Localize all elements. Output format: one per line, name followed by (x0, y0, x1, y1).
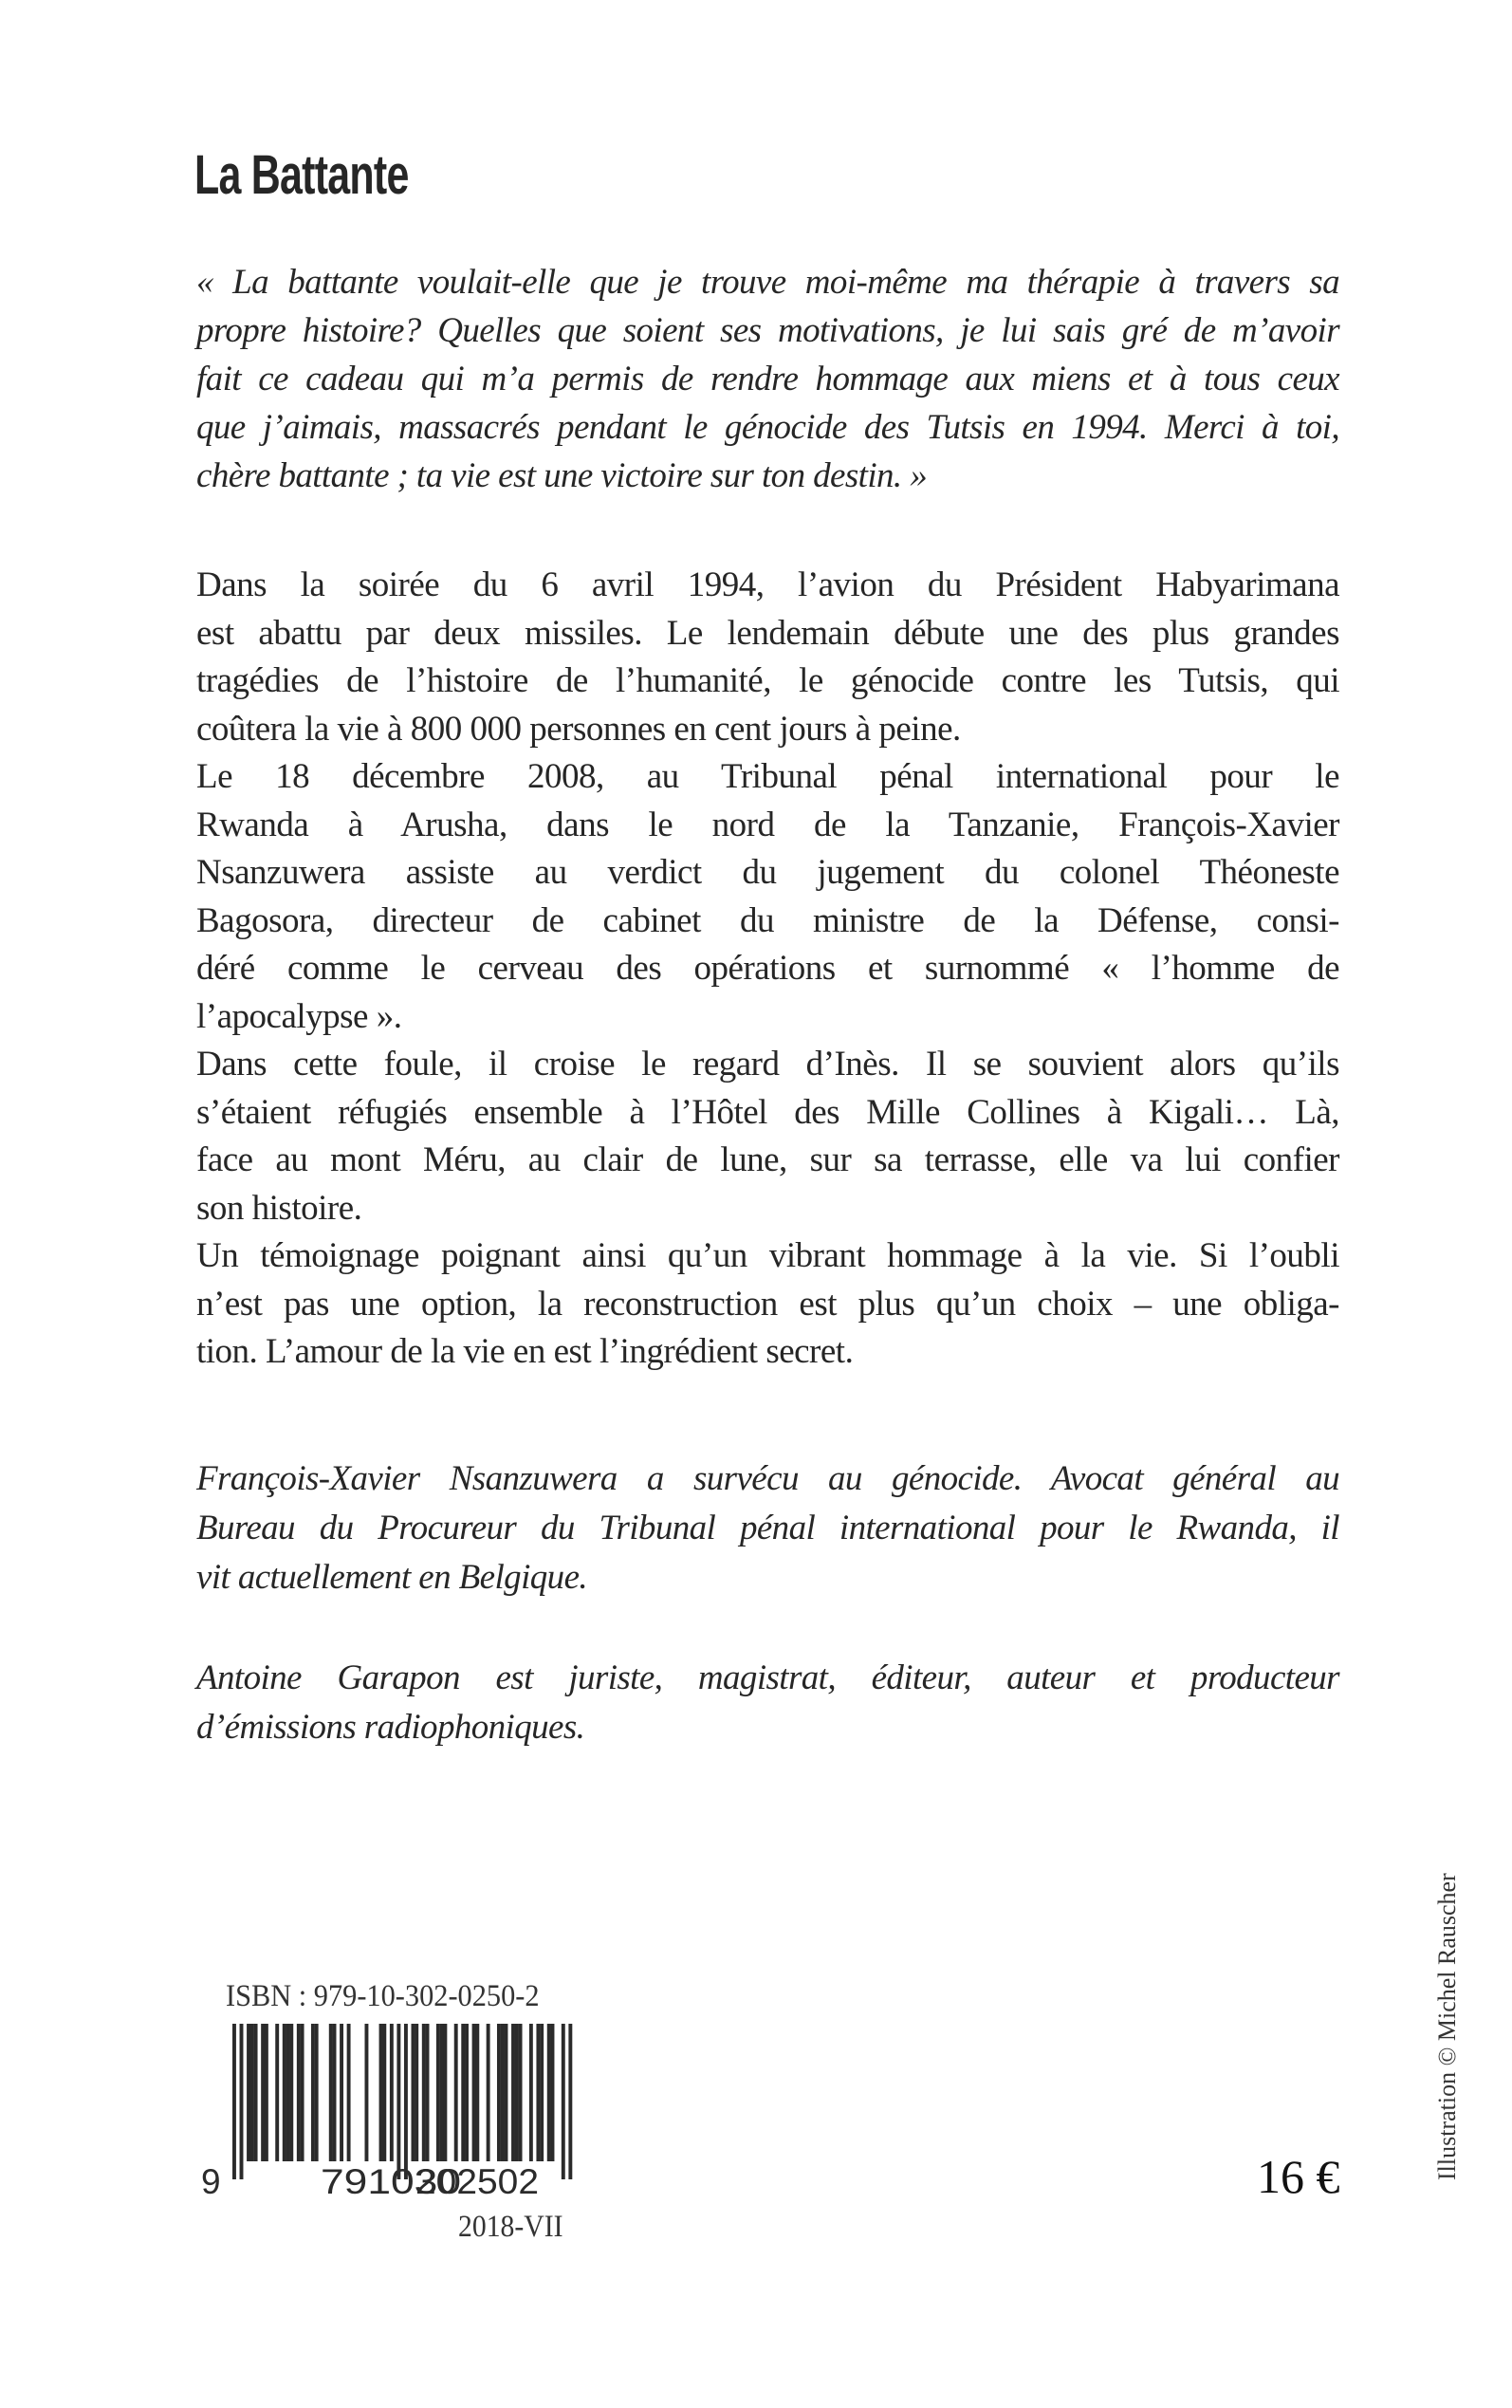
summary-line: Nsanzuwera assiste au verdict du jugement du colonel Théoneste (196, 853, 1339, 892)
summary-line: Rwanda à Arusha, dans le nord de la Tanzanie, François-Xavier (196, 805, 1339, 844)
quote-line: chère battante ; ta vie est une victoire sur ton destin. » (196, 456, 928, 495)
quote-line: que j’aimais, massacrés pendant le génocide des Tutsis en 1994. Merci à toi, (196, 408, 1339, 447)
summary-line: son histoire. (196, 1188, 362, 1228)
price-label: 16 € (1257, 2150, 1340, 2203)
quote-line: fait ce cadeau qui m’a permis de rendre hommage aux miens et à tous ceux (196, 360, 1339, 398)
summary-line: Dans cette foule, il croise le regard d’Inès. Il se souvient alors qu’ils (196, 1045, 1339, 1084)
summary-line: n’est pas une option, la reconstruction est plus qu’un choix – une obliga- (196, 1284, 1339, 1324)
illustration-credit: Illustration © Michel Rauscher (1433, 1873, 1461, 2180)
isbn-label: ISBN : 979-10-302-0250-2 (226, 1979, 540, 2013)
preface-author-bio (196, 1654, 1339, 1752)
summary-line: est abattu par deux missiles. Le lendemain débute une des plus grandes (196, 613, 1339, 653)
summary-line: coûtera la vie à 800 000 personnes en cent jours à peine. (196, 709, 961, 749)
quote-line: propre histoire? Quelles que soient ses motivations, je lui sais gré de m’avoir (196, 311, 1339, 350)
ean13-barcode-icon (199, 2024, 579, 2204)
author-bio (196, 1454, 1339, 1602)
book-title: La Battante (194, 144, 409, 206)
summary-line: face au mont Méru, au clair de lune, sur sa terrasse, elle va lui confier (196, 1140, 1339, 1179)
summary-line: déré comme le cerveau des opérations et surnommé « l’homme de (196, 949, 1339, 988)
summary-line: Le 18 décembre 2008, au Tribunal pénal international pour le (196, 757, 1339, 796)
summary-line: Dans la soirée du 6 avril 1994, l’avion du Président Habyarimana (196, 565, 1339, 604)
summary-line: tion. L’amour de la vie en est l’ingrédient secret. (196, 1332, 854, 1371)
epigraph-quote (196, 258, 1339, 500)
bio-line: Antoine Garapon est juriste, magistrat, éditeur, auteur et producteur (196, 1658, 1339, 1697)
barcode-digits-left: 791030 (321, 2162, 461, 2201)
edition-code: 2018-VII (458, 2210, 563, 2244)
book-summary (196, 562, 1339, 1377)
bio-line: d’émissions radiophoniques. (196, 1708, 585, 1747)
summary-line: s’étaient réfugiés ensemble à l’Hôtel des Mille Collines à Kigali… Là, (196, 1092, 1339, 1132)
barcode-digit-prefix: 9 (201, 2162, 221, 2201)
bio-line: François-Xavier Nsanzuwera a survécu au génocide. Avocat général au (196, 1459, 1339, 1498)
bio-line: Bureau du Procureur du Tribunal pénal international pour le Rwanda, il (196, 1509, 1339, 1547)
barcode-digits-right: 202502 (415, 2162, 539, 2201)
summary-line: l’apocalypse ». (196, 996, 402, 1036)
quote-line: « La battante voulait-elle que je trouve moi-même ma thérapie à travers sa (196, 263, 1339, 302)
bio-line: vit actuellement en Belgique. (196, 1558, 588, 1597)
summary-line: Bagosora, directeur de cabinet du ministre de la Défense, consi- (196, 900, 1339, 940)
summary-line: Un témoignage poignant ainsi qu’un vibrant hommage à la vie. Si l’oubli (196, 1236, 1339, 1275)
summary-line: tragédies de l’histoire de l’humanité, le génocide contre les Tutsis, qui (196, 661, 1339, 700)
